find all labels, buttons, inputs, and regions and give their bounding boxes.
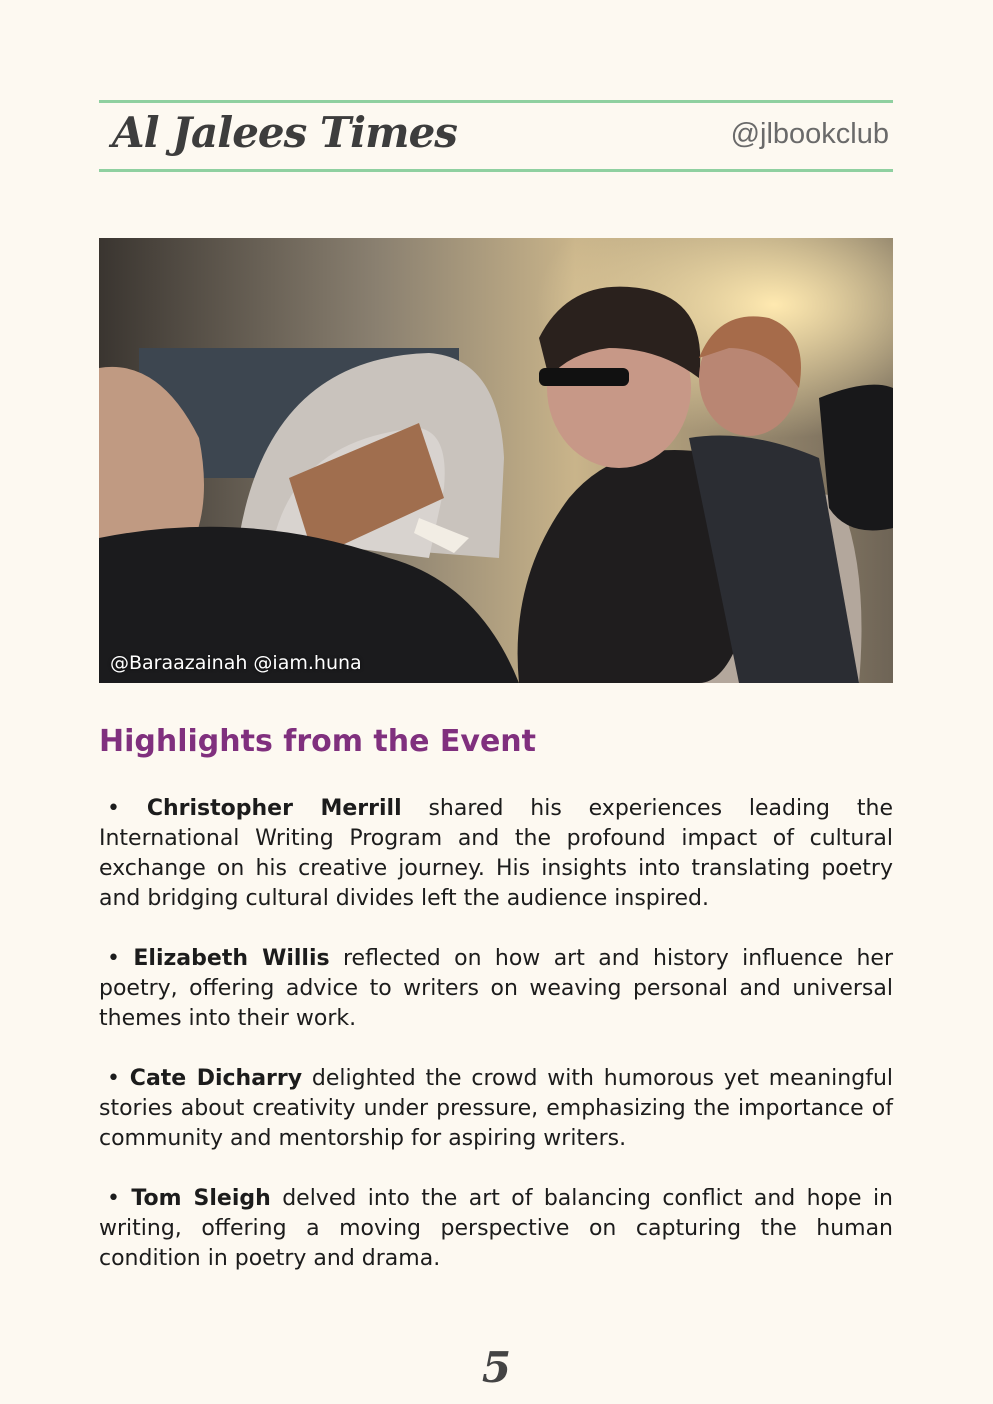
speaker-name: Elizabeth Willis — [133, 946, 330, 971]
highlight-text: reflected on how art and history influence her poetry, offering advice to writers on weaving personal and universal themes into their work. — [99, 946, 893, 1031]
section-heading: Highlights from the Event — [99, 724, 537, 759]
speaker-name: Christopher Merrill — [146, 796, 402, 821]
bullet: • — [107, 946, 120, 971]
masthead-title: Al Jalees Times — [112, 108, 457, 157]
social-handle: @jlbookclub — [730, 118, 889, 150]
masthead-top-rule — [99, 100, 893, 103]
highlight-text: delved into the art of balancing conflict and hope in writing, offering a moving perspective on capturing the human condition in poetry and drama. — [99, 1186, 893, 1271]
highlight-text: delighted the crowd with humorous yet meaningful stories about creativity under pressure, emphasizing the importance of community and mentorship for aspiring writers. — [99, 1066, 893, 1151]
highlight-item — [99, 1184, 893, 1274]
photo-credit: @Baraazainah @iam.huna — [110, 652, 362, 674]
bullet: • — [107, 1186, 120, 1211]
page-number: 5 — [481, 1343, 512, 1392]
bullet: • — [107, 1066, 120, 1091]
event-photo — [99, 238, 893, 683]
speaker-name: Tom Sleigh — [131, 1186, 271, 1211]
highlight-item — [99, 794, 893, 914]
highlight-text: shared his experiences leading the International Writing Program and the profound impact of cultural exchange on his creative journey. His insights into translating poetry and bridging cultural divides left the audience inspired. — [99, 796, 893, 911]
highlight-item — [99, 1064, 893, 1154]
highlight-item — [99, 944, 893, 1034]
speaker-name: Cate Dicharry — [129, 1066, 303, 1091]
highlights-list — [99, 794, 893, 1304]
masthead-bottom-rule — [99, 169, 893, 172]
bullet: • — [107, 796, 120, 821]
